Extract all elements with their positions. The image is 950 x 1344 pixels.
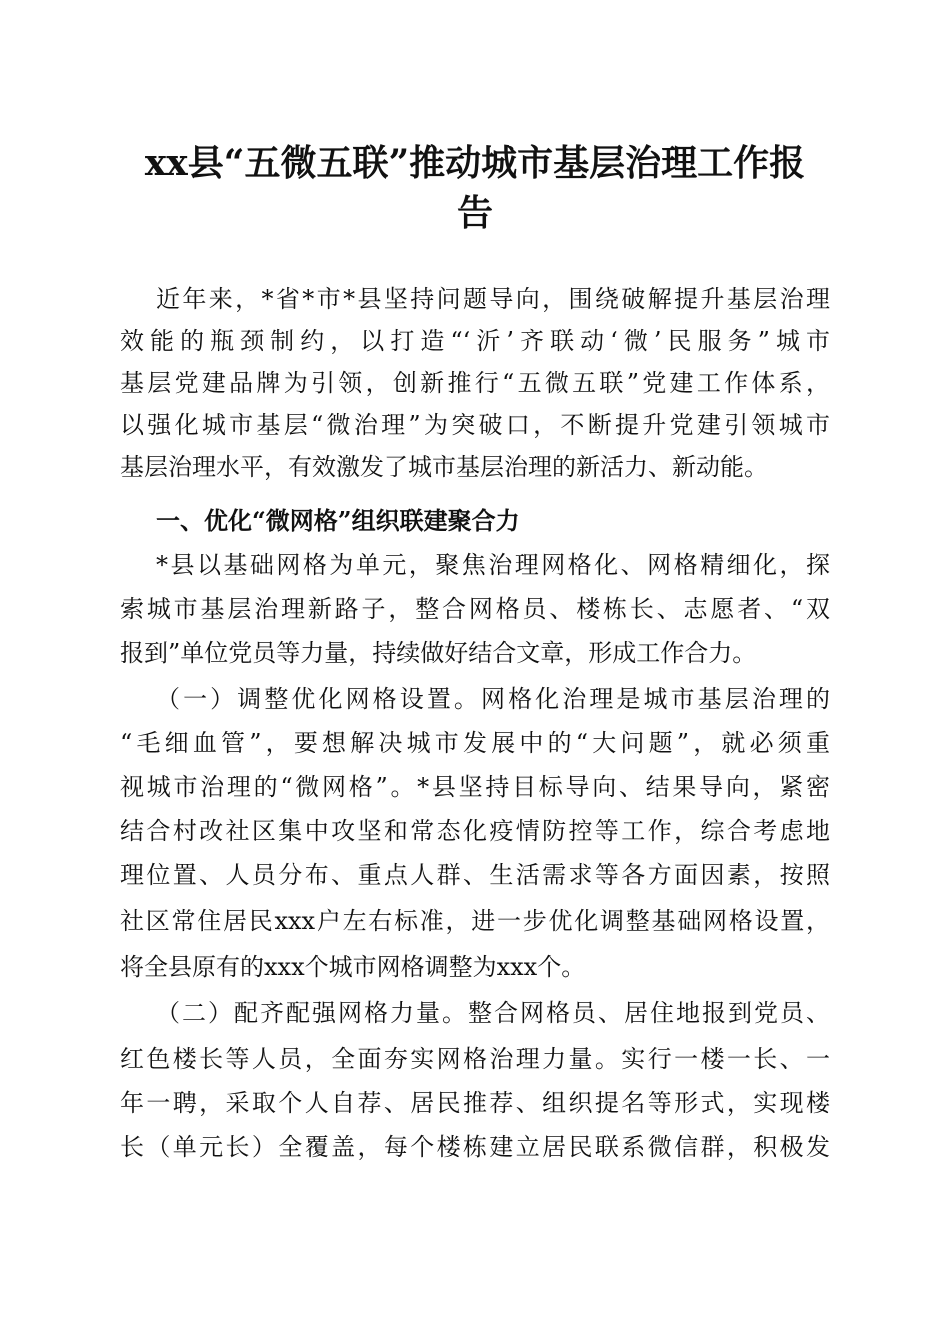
sub1-line: 理位置、人员分布、重点人群、生活需求等各方面因素，按照 <box>120 861 830 889</box>
intro-line: 基层治理水平，有效激发了城市基层治理的新活力、新动能。 <box>120 453 768 481</box>
sub2-line: 红色楼长等人员，全面夯实网格治理力量。实行一楼一长、一 <box>120 1045 830 1073</box>
sub1-line: 结合村改社区集中攻坚和常态化疫情防控等工作，综合考虑地 <box>120 817 830 845</box>
intro-line: 近年来，*省*市*县坚持问题导向，围绕破解提升基层治理 <box>156 285 830 313</box>
section1-line: 报到”单位党员等力量，持续做好结合文章，形成工作合力。 <box>120 639 757 667</box>
section1-line: *县以基础网格为单元，聚焦治理网格化、网格精细化，探 <box>156 551 830 579</box>
section-heading: 一、优化“微网格”组织联建聚合力 <box>156 506 520 535</box>
sub1-line: 社区常住居民xxx户左右标准，进一步优化调整基础网格设置， <box>120 907 830 935</box>
sub1-line: 视城市治理的“微网格”。*县坚持目标导向、结果导向，紧密 <box>120 773 830 801</box>
sub1-line: 将全县原有的xxx个城市网格调整为xxx个。 <box>120 953 586 981</box>
intro-line: 以强化城市基层“微治理”为突破口，不断提升党建引领城市 <box>120 411 830 439</box>
document-title <box>120 138 830 238</box>
title-line: 告 <box>456 192 493 234</box>
sub1-line: “毛细血管”，要想解决城市发展中的“大问题”，就必须重 <box>120 729 830 757</box>
sub2-line: （二）配齐配强网格力量。整合网格员、居住地报到党员、 <box>156 999 830 1027</box>
title-line: xx县“五微五联”推动城市基层治理工作报 <box>144 142 806 184</box>
section1-line: 索城市基层治理新路子，整合网格员、楼栋长、志愿者、“双 <box>120 595 830 623</box>
sub2-line: 年一聘，采取个人自荐、居民推荐、组织提名等形式，实现楼 <box>120 1089 830 1117</box>
sub2-line: 长（单元长）全覆盖，每个楼栋建立居民联系微信群，积极发 <box>120 1133 830 1161</box>
intro-line: 效能的瓶颈制约，以打造“‘沂’齐联动‘微’民服务”城市 <box>120 327 830 355</box>
intro-line: 基层党建品牌为引领，创新推行“五微五联”党建工作体系， <box>120 369 830 397</box>
sub1-line: （一）调整优化网格设置。网格化治理是城市基层治理的 <box>156 685 830 713</box>
